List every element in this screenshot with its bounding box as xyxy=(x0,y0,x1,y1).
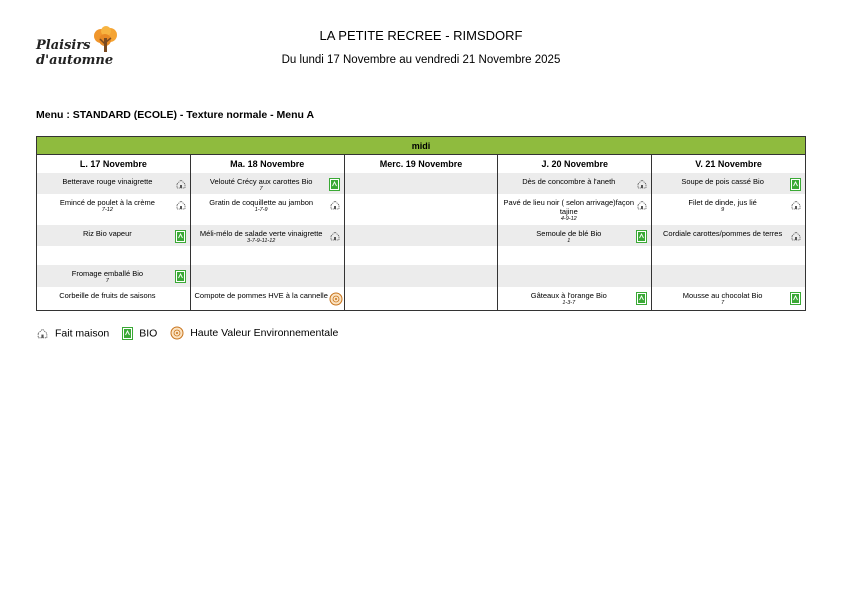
menu-table xyxy=(36,136,806,311)
table-row xyxy=(37,287,806,311)
allergen-codes: 3-7-9-11-12 xyxy=(247,238,276,244)
fait-maison-icon xyxy=(636,199,648,211)
menu-cell xyxy=(37,194,191,225)
menu-cell xyxy=(190,225,344,246)
menu-cell xyxy=(498,225,652,246)
logo-line-2: d'automne xyxy=(36,53,114,68)
dish-name xyxy=(345,265,498,269)
dish-name xyxy=(652,246,805,250)
table-row xyxy=(37,194,806,225)
dish-name: Mousse au chocolat Bio xyxy=(682,291,763,300)
hve-icon xyxy=(170,326,184,340)
allergen-codes: 9 xyxy=(721,207,725,213)
menu-cell-content xyxy=(498,265,651,287)
menu-cell-content xyxy=(191,287,344,310)
menu-cell-content xyxy=(498,246,651,265)
meal-header: midi xyxy=(37,137,806,155)
dish-name: Pavé de lieu noir ( selon arrivage)façon tajine xyxy=(503,198,635,216)
menu-cell-content xyxy=(498,173,651,194)
menu-cell-content xyxy=(191,265,344,287)
menu-cell xyxy=(344,287,498,311)
logo-line-1: Plaisirs xyxy=(36,38,91,53)
allergen-codes: 1-3-7 xyxy=(562,300,576,306)
legend-fait-maison xyxy=(36,327,109,340)
bio-icon xyxy=(329,178,341,190)
bio-icon xyxy=(175,270,187,282)
menu-cell-content xyxy=(652,265,805,287)
dish-name xyxy=(498,265,651,269)
menu-cell xyxy=(498,287,652,311)
allergen-codes: 7 xyxy=(721,300,725,306)
table-row xyxy=(37,265,806,287)
dish-name: Betterave rouge vinaigrette xyxy=(62,177,153,186)
menu-cell-content xyxy=(191,225,344,246)
menu-cell-content xyxy=(191,173,344,194)
table-row xyxy=(37,246,806,265)
menu-cell-content xyxy=(345,246,498,265)
dish-name: Emincé de poulet à la crème xyxy=(59,198,155,207)
menu-cell xyxy=(190,173,344,194)
menu-cell xyxy=(37,287,191,311)
menu-cell-content xyxy=(345,225,498,246)
bio-icon xyxy=(790,292,802,304)
date-range: Du lundi 17 Novembre au vendredi 21 Novembre 2025 xyxy=(281,54,561,66)
day-header-friday: V. 21 Novembre xyxy=(652,155,806,174)
dish-name xyxy=(191,246,344,250)
menu-cell xyxy=(37,225,191,246)
dish-name: Soupe de pois cassé Bio xyxy=(681,177,764,186)
menu-cell-content xyxy=(345,287,498,310)
menu-cell-content xyxy=(345,173,498,194)
menu-cell-content xyxy=(37,173,190,194)
menu-cell-content xyxy=(652,194,805,225)
menu-cell xyxy=(652,173,806,194)
dish-name: Gratin de coquillette au jambon xyxy=(209,198,314,207)
day-header-monday: L. 17 Novembre xyxy=(37,155,191,174)
legend xyxy=(36,326,348,340)
dish-name xyxy=(345,246,498,250)
fait-maison-icon xyxy=(36,327,49,340)
menu-cell xyxy=(190,246,344,265)
page-title: LA PETITE RECREE - RIMSDORF xyxy=(319,28,523,43)
day-header-tuesday: Ma. 18 Novembre xyxy=(190,155,344,174)
dish-name xyxy=(652,265,805,269)
menu-cell xyxy=(652,225,806,246)
menu-cell-content xyxy=(37,194,190,225)
allergen-codes: 7-12 xyxy=(101,207,113,213)
menu-cell xyxy=(652,265,806,287)
menu-cell-content xyxy=(37,225,190,246)
fait-maison-icon xyxy=(636,178,648,190)
menu-cell-content xyxy=(37,265,190,287)
menu-cell-content xyxy=(498,194,651,225)
menu-cell xyxy=(190,265,344,287)
menu-cell-content xyxy=(652,225,805,246)
menu-cell xyxy=(652,287,806,311)
allergen-codes: 1-7-9 xyxy=(254,207,268,213)
menu-cell-content xyxy=(191,194,344,225)
menu-cell xyxy=(498,265,652,287)
menu-cell xyxy=(37,246,191,265)
menu-cell-content xyxy=(37,246,190,265)
menu-cell-content xyxy=(652,287,805,310)
legend-bio xyxy=(122,327,157,340)
table-row xyxy=(37,225,806,246)
menu-cell-content xyxy=(37,287,190,310)
dish-name: Semoule de blé Bio xyxy=(536,229,602,238)
dish-name: Filet de dinde, jus lié xyxy=(688,198,757,207)
legend-hve xyxy=(170,326,338,340)
menu-cell xyxy=(37,265,191,287)
fait-maison-icon xyxy=(790,230,802,242)
dish-name xyxy=(345,173,498,177)
dish-name: Cordiale carottes/pommes de terres xyxy=(662,229,783,238)
dish-name: Fromage emballé Bio xyxy=(71,269,144,278)
dish-name xyxy=(498,246,651,250)
dish-name xyxy=(191,265,344,269)
bio-icon xyxy=(122,327,133,340)
bio-icon xyxy=(636,292,648,304)
menu-cell xyxy=(344,225,498,246)
dish-name: Gâteaux à l'orange Bio xyxy=(530,291,607,300)
dish-name xyxy=(345,225,498,229)
bio-icon xyxy=(636,230,648,242)
menu-body xyxy=(37,173,806,311)
menu-label: Menu : STANDARD (ECOLE) - Texture normale - Menu A xyxy=(36,109,315,121)
menu-cell-content xyxy=(498,287,651,310)
hve-icon xyxy=(329,292,341,304)
menu-cell-content xyxy=(345,265,498,287)
menu-cell xyxy=(652,246,806,265)
menu-cell-content xyxy=(498,225,651,246)
day-header-wednesday: Merc. 19 Novembre xyxy=(344,155,498,174)
menu-cell xyxy=(344,194,498,225)
bio-icon xyxy=(790,178,802,190)
menu-cell xyxy=(498,246,652,265)
dish-name: Velouté Crécy aux carottes Bio xyxy=(209,177,313,186)
dish-name xyxy=(345,194,498,198)
fait-maison-icon xyxy=(175,199,187,211)
dish-name: Compote de pommes HVE à la cannelle xyxy=(194,291,328,300)
dish-name: Riz Bio vapeur xyxy=(83,229,132,238)
table-row xyxy=(37,173,806,194)
menu-cell xyxy=(344,265,498,287)
menu-cell xyxy=(344,246,498,265)
legend-label-hve: Haute Valeur Environnementale xyxy=(190,326,339,339)
menu-cell-content xyxy=(345,194,498,225)
allergen-codes: 4-9-12 xyxy=(560,216,577,222)
dish-name: Corbeille de fruits de saisons xyxy=(59,291,156,300)
fait-maison-icon xyxy=(790,199,802,211)
menu-cell xyxy=(344,173,498,194)
fait-maison-icon xyxy=(175,178,187,190)
menu-cell-content xyxy=(652,173,805,194)
legend-label-fait-maison: Fait maison xyxy=(55,326,110,339)
allergen-codes: 7 xyxy=(105,278,109,284)
menu-cell xyxy=(190,194,344,225)
dish-name: Dès de concombre à l'aneth xyxy=(522,177,616,186)
allergen-codes: 7 xyxy=(259,186,263,192)
dish-name xyxy=(37,246,190,250)
fait-maison-icon xyxy=(329,230,341,242)
legend-label-bio: BIO xyxy=(139,326,158,339)
menu-cell-content xyxy=(652,246,805,265)
day-header-thursday: J. 20 Novembre xyxy=(498,155,652,174)
dish-name xyxy=(345,287,498,291)
menu-cell xyxy=(498,173,652,194)
menu-cell xyxy=(652,194,806,225)
menu-cell xyxy=(37,173,191,194)
fait-maison-icon xyxy=(329,199,341,211)
menu-cell-content xyxy=(191,246,344,265)
dish-name: Méli-mélo de salade verte vinaigrette xyxy=(199,229,323,238)
menu-cell xyxy=(498,194,652,225)
menu-cell xyxy=(190,287,344,311)
allergen-codes: 1 xyxy=(567,238,571,244)
bio-icon xyxy=(175,230,187,242)
